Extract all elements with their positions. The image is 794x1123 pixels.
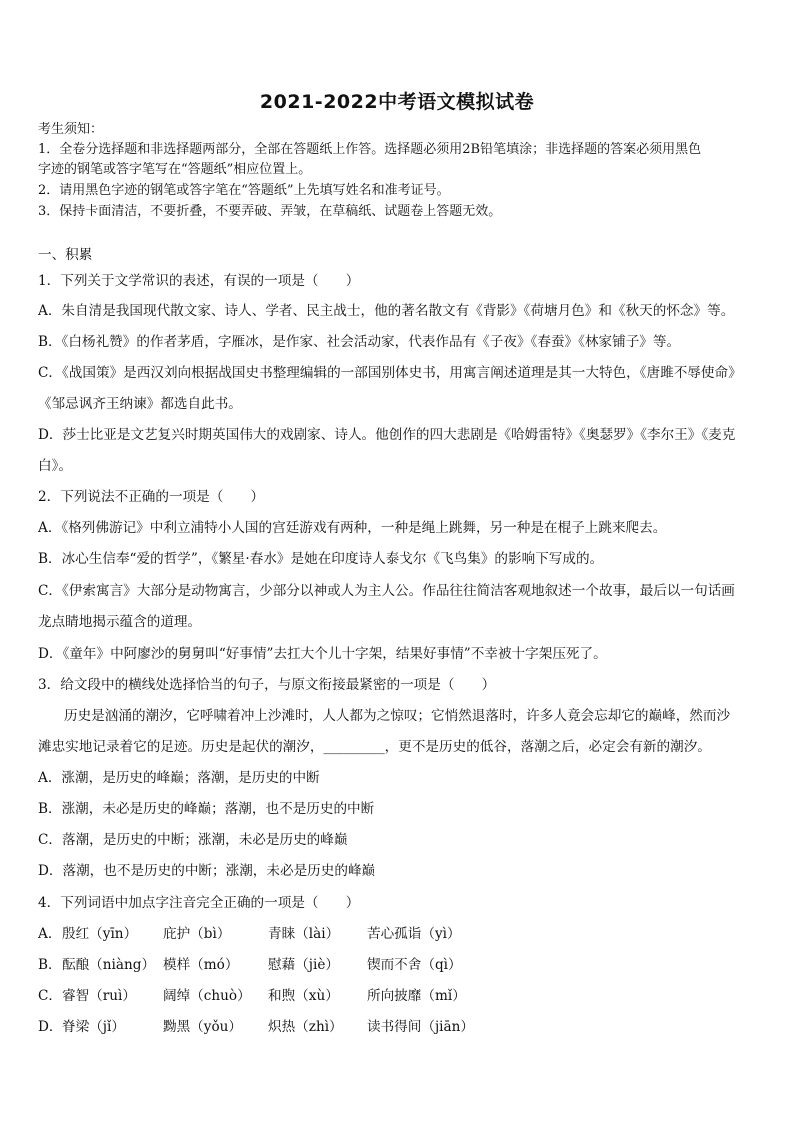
question-4-option-a xyxy=(38,925,760,943)
word-1: 睿智（ruì） xyxy=(62,988,136,1004)
word-1: 脊梁（jǐ） xyxy=(62,1019,125,1035)
word-1: 殷红（yīn） xyxy=(62,926,138,942)
option-label: C． xyxy=(38,988,62,1004)
question-2-stem: 2．下列说法不正确的一项是（ ） xyxy=(38,489,265,505)
section-heading: 一、积累 xyxy=(38,247,93,263)
word-2: 模样（mó） xyxy=(163,957,239,973)
notice-line-1: 1．全卷分选择题和非选择题两部分，全部在答题纸上作答。选择题必须用2B铅笔填涂；非选择题的答案必须用黑色 xyxy=(38,142,702,157)
word-2: 庇护（bì） xyxy=(163,926,231,942)
notice-line-2: 2．请用黑色字迹的钢笔或答字笔在“答题纸”上先填写姓名和准考证号。 xyxy=(38,183,450,198)
word-2: 阔绰（chuò） xyxy=(163,988,251,1004)
word-4: 读书得间（jiān） xyxy=(367,1019,474,1035)
word-3: 青睐（lài） xyxy=(268,926,340,942)
question-3-stem: 3．给文段中的横线处选择恰当的句子，与原文衔接最紧密的一项是（ ） xyxy=(38,677,496,693)
word-3: 炽热（zhì） xyxy=(268,1019,343,1035)
word-4: 所向披靡（mǐ） xyxy=(367,988,466,1004)
question-4-option-d xyxy=(38,1018,760,1036)
question-2-option-d: D．《童年》中阿廖沙的舅舅叫“好事情”去扛大个儿十字架，结果好事情”不幸被十字架压死了。 xyxy=(38,646,607,662)
word-3: 慰藉（jiè） xyxy=(268,957,339,973)
option-label: D． xyxy=(38,1019,63,1035)
question-2-option-a: A．《格列佛游记》中利立浦特小人国的宫廷游戏有两种，一种是绳上跳舞，另一种是在棍子上跳来爬去。 xyxy=(38,520,667,536)
question-4-stem: 4．下列词语中加点字注音完全正确的一项是（ ） xyxy=(38,895,360,911)
question-1-option-a: A．朱自清是我国现代散文家、诗人、学者、民主战士，他的著名散文有《背影》《荷塘月色》和《秋天的怀念》等。 xyxy=(38,303,735,319)
word-4: 苦心孤诣（yì） xyxy=(367,926,461,942)
word-4: 锲而不舍（qì） xyxy=(367,957,462,973)
notice-heading: 考生须知： xyxy=(38,122,104,137)
question-1-option-c: C．《战国策》是西汉刘向根据战国史书整理编辑的一部国别体史书，用寓言阐述道理是其一大特色，《唐雎不辱使命》 xyxy=(38,365,742,381)
question-2-option-b: B．冰心生信奉“爱的哲学”，《繁星·春水》是她在印度诗人泰戈尔《飞鸟集》的影响下写成的。 xyxy=(38,551,604,567)
question-4-option-c xyxy=(38,987,760,1005)
question-1-stem: 1．下列关于文学常识的表述，有误的一项是（ ） xyxy=(38,273,360,289)
question-1-option-b: B．《白杨礼赞》的作者茅盾，字雁冰，是作家、社会活动家，代表作品有《子夜》《春蚕》《林家铺子》等。 xyxy=(38,334,681,350)
option-label: A． xyxy=(38,926,62,942)
question-1-option-d: D．莎士比亚是文艺复兴时期英国伟大的戏剧家、诗人。他创作的四大悲剧是《哈姆雷特》《奥瑟罗》《李尔王》《麦克 xyxy=(38,427,736,443)
word-2: 黝黑（yǒu） xyxy=(163,1019,242,1035)
word-3: 和煦（xù） xyxy=(268,988,339,1004)
question-3-passage: 历史是汹涌的潮汐，它呼啸着冲上沙滩时，人人都为之惊叹；它悄然退落时，许多人竟会忘却它的巅峰，然而沙 xyxy=(64,708,731,724)
question-1-option-d-cont: 白》。 xyxy=(38,458,72,474)
question-1-option-c-cont: 《邹忌讽齐王纳谏》都选自此书。 xyxy=(38,396,242,412)
question-2-option-c-cont: 龙点睛地揭示蕴含的道理。 xyxy=(38,614,202,630)
notice-line-1b: 字迹的钢笔或答字笔写在“答题纸”相应位置上。 xyxy=(38,162,312,177)
option-label: B． xyxy=(38,957,62,973)
question-3-option-b: B．涨潮，未必是历史的峰巅；落潮，也不是历史的中断 xyxy=(38,801,375,817)
question-3-option-a: A．涨潮，是历史的峰巅；落潮，是历史的中断 xyxy=(38,770,320,786)
question-3-option-c: C．落潮，是历史的中断；涨潮，未必是历史的峰巅 xyxy=(38,832,348,848)
question-2-option-c: C．《伊索寓言》大部分是动物寓言，少部分以神或人为主人公。作品往往简洁客观地叙述一个故事，最后以一句话画 xyxy=(38,583,735,599)
notice-line-3: 3．保持卡面清洁，不要折叠，不要弄破、弄皱，在草稿纸、试题卷上答题无效。 xyxy=(38,204,502,219)
word-1: 酝酿（niàng） xyxy=(62,957,156,973)
page-title: 2021-2022中考语文模拟试卷 xyxy=(259,91,535,113)
question-4-option-b xyxy=(38,956,760,974)
question-3-option-d: D．落潮，也不是历史的中断；涨潮，未必是历史的峰巅 xyxy=(38,863,376,879)
question-3-passage-cont: 滩忠实地记录着它的足迹。历史是起伏的潮汐，_________，更不是历史的低谷，落潮之后，必定会有新的潮汐。 xyxy=(38,739,711,755)
